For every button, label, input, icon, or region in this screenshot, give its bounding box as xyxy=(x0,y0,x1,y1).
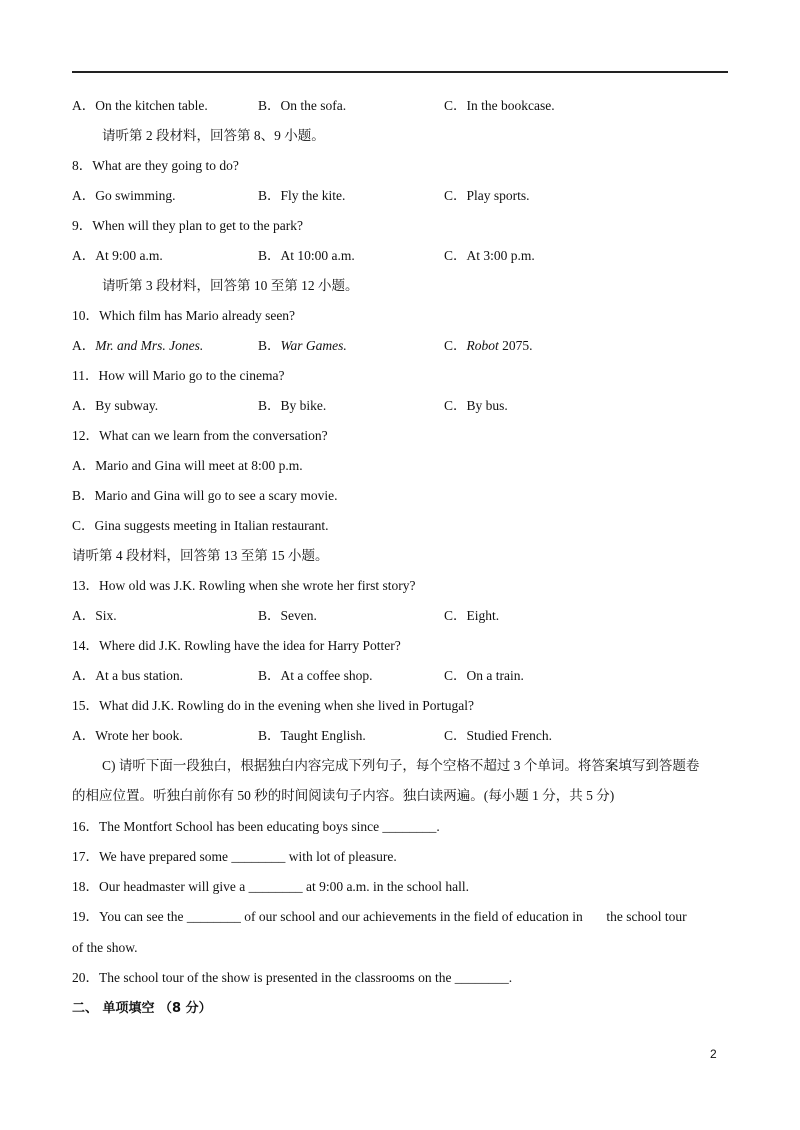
section-c-instruction-line1: C) 请听下面一段独白，根据独白内容完成下列句子，每个空格不超过 3 个单词。将答案填写到答题卷 xyxy=(102,758,700,773)
section-c-instruction-line2: 的相应位置。听独白前你有 50 秒的时间阅读句子内容。独白读两遍。(每小题 1 分，共 5 分) xyxy=(72,788,615,803)
q7-option-c: C．In the bookcase. xyxy=(444,98,555,113)
q14-option-c: C．On a train. xyxy=(444,668,524,683)
q10-option-a-title: Mr. and Mrs. Jones. xyxy=(95,338,204,353)
part-2-heading: 二、 单项填空 （8 分） xyxy=(72,1001,212,1016)
q10-stem: 10．Which film has Mario already seen? xyxy=(72,308,296,323)
q12-option-a: A．Mario and Gina will meet at 8:00 p.m. xyxy=(72,458,303,473)
q10-option-b-prefix: B． xyxy=(258,338,281,353)
q8-option-c: C．Play sports. xyxy=(444,188,530,203)
q8-stem: 8．What are they going to do? xyxy=(72,158,239,173)
q10-option-b xyxy=(258,337,347,355)
q9-option-a: A．At 9:00 a.m. xyxy=(72,248,163,263)
q11-stem: 11．How will Mario go to the cinema? xyxy=(72,368,285,383)
q14-option-b: B．At a coffee shop. xyxy=(258,668,373,683)
q12-option-c: C．Gina suggests meeting in Italian restaurant. xyxy=(72,518,329,533)
instruction-4: 请听第 4 段材料，回答第 13 至第 15 小题。 xyxy=(72,548,329,563)
q13-option-b: B．Seven. xyxy=(258,608,317,623)
q13-option-c: C．Eight. xyxy=(444,608,500,623)
instruction-2: 请听第 2 段材料，回答第 8、9 小题。 xyxy=(102,128,325,143)
q14-option-a: A．At a bus station. xyxy=(72,668,183,683)
q10-option-b-title: War Games. xyxy=(280,338,347,353)
q13-stem: 13．How old was J.K. Rowling when she wrote her first story? xyxy=(72,578,416,593)
q15-option-c: C．Studied French. xyxy=(444,728,552,743)
page-number: 2 xyxy=(710,1047,717,1061)
q12-option-b: B．Mario and Gina will go to see a scary movie. xyxy=(72,488,338,503)
q7-option-b: B．On the sofa. xyxy=(258,98,347,113)
q10-option-c-prefix: C． xyxy=(444,338,467,353)
q17: 17．We have prepared some ________ with lot of pleasure. xyxy=(72,849,397,864)
q10-option-a xyxy=(72,337,203,355)
q11-option-a: A．By subway. xyxy=(72,398,159,413)
q8-option-b: B．Fly the kite. xyxy=(258,188,346,203)
q10-option-a-prefix: A． xyxy=(72,338,96,353)
q20: 20．The school tour of the show is presented in the classrooms on the ________. xyxy=(72,970,513,985)
q9-option-b: B．At 10:00 a.m. xyxy=(258,248,355,263)
q15-stem: 15．What did J.K. Rowling do in the evening when she lived in Portugal? xyxy=(72,698,474,713)
q18: 18．Our headmaster will give a ________ at 9:00 a.m. in the school hall. xyxy=(72,879,470,894)
q13-option-a: A．Six. xyxy=(72,608,117,623)
q8-option-a: A．Go swimming. xyxy=(72,188,176,203)
q11-option-b: B．By bike. xyxy=(258,398,327,413)
header-rule xyxy=(72,71,728,73)
q19-line2: of the show. xyxy=(72,940,138,955)
q15-option-b: B．Taught English. xyxy=(258,728,366,743)
q14-stem: 14．Where did J.K. Rowling have the idea for Harry Potter? xyxy=(72,638,401,653)
q9-stem: 9．When will they plan to get to the park? xyxy=(72,218,303,233)
q16: 16．The Montfort School has been educating boys since ________. xyxy=(72,819,440,834)
q10-option-c-title: Robot xyxy=(466,338,499,353)
q15-option-a: A．Wrote her book. xyxy=(72,728,183,743)
q12-stem: 12．What can we learn from the conversation? xyxy=(72,428,328,443)
q11-option-c: C．By bus. xyxy=(444,398,508,413)
q10-option-c xyxy=(444,337,533,355)
q19-line1: 19．You can see the ________ of our school and our achievements in the field of education in the school tour xyxy=(72,909,687,924)
q7-option-a: A．On the kitchen table. xyxy=(72,98,208,113)
q10-option-c-suffix: 2075. xyxy=(498,338,533,353)
instruction-3: 请听第 3 段材料，回答第 10 至第 12 小题。 xyxy=(102,278,359,293)
q9-option-c: C．At 3:00 p.m. xyxy=(444,248,535,263)
